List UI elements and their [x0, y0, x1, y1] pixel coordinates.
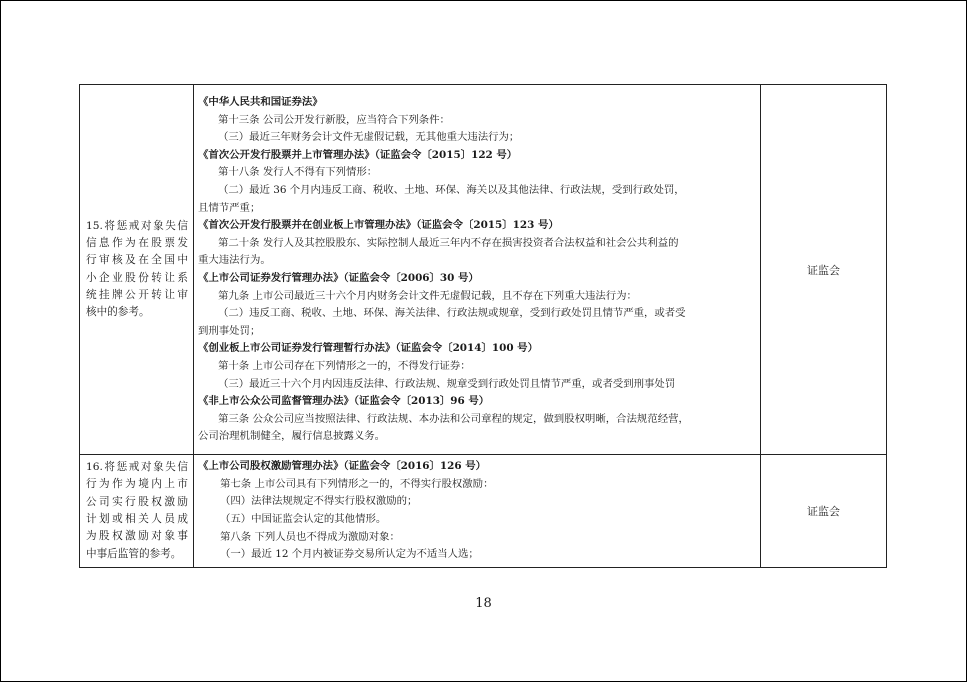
law-article: 第三条 公众公司应当按照法律、行政法规、本办法和公司章程的规定，做到股权明晰，合法规范经营， [218, 412, 689, 425]
law-clause: （四）法律法规规定不得实行股权激励的； [220, 495, 418, 508]
law-article: 第十条 上市公司存在下列情形之一的，不得发行证券： [218, 359, 471, 372]
law-clause: （三）最近三十六个月内因违反法律、行政法规、规章受到行政处罚且情节严重，或者受到刑事处罚 [218, 377, 676, 390]
page-number: 18 [475, 596, 492, 611]
law-article: 第十三条 公司公开发行新股，应当符合下列条件： [218, 113, 450, 126]
reason-line: 行审核及在全国中 [86, 254, 188, 267]
law-clause-continued: 且情节严重； [198, 201, 261, 214]
law-article-continued: 公司治理机制健全，履行信息披露义务。 [198, 430, 386, 443]
reason-cell [80, 85, 194, 455]
reason-line: 为股权激励对象事 [86, 530, 188, 543]
law-article: 第八条 下列人员也不得成为激励对象： [220, 530, 400, 543]
law-clause: （二）违反工商、税收、土地、环保、海关法律、行政法规或规章，受到行政处罚且情节严重，或者受 [218, 307, 686, 320]
law-clause: （二）最近 36 个月内违反工商、税收、土地、环保、海关以及其他法律、行政法规，受到行政处罚， [218, 184, 685, 197]
law-clause-continued: 到刑事处罚； [198, 324, 261, 337]
reason-line: 16.将惩戒对象失信 [86, 461, 188, 474]
law-title: 《上市公司股权激励管理办法》（证监会令〔2016〕126 号） [198, 460, 487, 473]
law-title: 《非上市公众公司监督管理办法》（证监会令〔2013〕96 号） [198, 395, 490, 408]
reason-line: 中事后监管的参考。 [86, 547, 182, 560]
legal-basis-cell [194, 85, 761, 455]
reason-line: 统挂牌公开转让审 [86, 288, 188, 301]
reason-line: 公司实行股权激励 [86, 495, 188, 508]
agency-cell [761, 455, 887, 568]
reason-line: 信息作为在股票发 [86, 236, 188, 249]
legal-basis-cell [194, 455, 761, 568]
agency-label: 证监会 [807, 263, 840, 277]
law-title: 《上市公司证券发行管理办法》（证监会令〔2006〕30 号） [198, 272, 479, 284]
law-clause: （一）最近 12 个月内被证券交易所认定为不适当人选； [220, 548, 479, 561]
reason-line: 核中的参考。 [86, 306, 150, 319]
table-row [80, 455, 887, 568]
law-title: 《创业板上市公司证券发行管理暂行办法》（证监会令〔2014〕100 号） [198, 342, 538, 355]
law-title: 《首次公开发行股票并上市管理办法》（证监会令〔2015〕122 号） [198, 148, 518, 161]
reason-text [80, 218, 193, 322]
law-article: 第七条 上市公司具有下列情形之一的，不得实行股权激励： [220, 477, 494, 490]
law-article: 第十八条 发行人不得有下列情形： [218, 166, 378, 179]
reason-line: 小企业股份转让系 [86, 271, 188, 284]
law-title: 《中华人民共和国证券法》 [198, 96, 323, 109]
reason-cell [80, 455, 194, 568]
law-article-continued: 重大违法行为。 [198, 254, 271, 267]
regulation-table [79, 84, 887, 568]
law-article: 第九条 上市公司最近三十六个月内财务会计文件无虚假记载，且不存在下列重大违法行为： [218, 289, 637, 302]
agency-label: 证监会 [807, 505, 840, 518]
law-clause: （五）中国证监会认定的其他情形。 [220, 513, 387, 525]
law-clause: （三）最近三年财务会计文件无虚假记载，无其他重大违法行为； [218, 131, 520, 144]
reason-line: 计划或相关人员成 [86, 513, 188, 525]
reason-line: 15.将惩戒对象失信 [86, 219, 188, 232]
table-row [80, 85, 887, 455]
law-title: 《首次公开发行股票并在创业板上市管理办法》（证监会令〔2015〕123 号） [198, 219, 559, 232]
reason-text [80, 459, 193, 563]
law-article: 第二十条 发行人及其控股股东、实际控制人最近三年内不存在损害投资者合法权益和社会公共利益的 [218, 236, 679, 249]
reason-line: 行为作为境内上市 [86, 478, 188, 491]
agency-cell [761, 85, 887, 455]
